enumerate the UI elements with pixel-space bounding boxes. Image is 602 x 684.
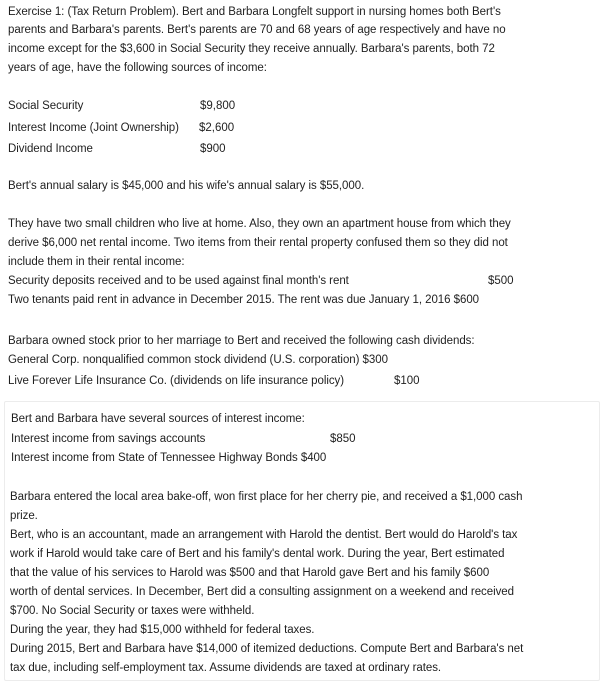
- intro-line-1: Exercise 1: (Tax Return Problem). Bert and Barbara Longfelt support in nursing homes both Bert's: [8, 6, 501, 18]
- interest-item-1-value: $850: [330, 433, 356, 445]
- dividends-item-2-value: $100: [394, 375, 420, 387]
- income-value-dividend: $900: [200, 143, 226, 155]
- dividends-item-2-label: Live Forever Life Insurance Co. (dividends on life insurance policy): [8, 375, 345, 387]
- dividends-intro: Barbara owned stock prior to her marriage to Bert and received the following cash dividends:: [8, 335, 475, 347]
- closing-line-2: prize.: [10, 510, 38, 522]
- closing-line-9: During 2015, Bert and Barbara have $14,000 of itemized deductions. Compute Bert and Barbara's net: [10, 643, 524, 655]
- intro-line-3: income except for the $3,600 in Social Security they receive annually. Barbara's parents, both 72: [8, 43, 495, 55]
- income-label-social-security: Social Security: [8, 100, 84, 112]
- closing-line-3: Bert, who is an accountant, made an arrangement with Harold the dentist. Bert would do Harold's tax: [10, 529, 518, 541]
- income-label-interest: Interest Income (Joint Ownership): [8, 122, 179, 134]
- interest-item-2: Interest income from State of Tennessee Highway Bonds $400: [11, 452, 327, 464]
- closing-line-8: During the year, they had $15,000 withheld for federal taxes.: [10, 624, 315, 636]
- closing-line-4: work if Harold would take care of Bert and his family's dental work. During the year, Bert estimated: [10, 548, 505, 560]
- rental-item-1-label: Security deposits received and to be used against final month's rent: [8, 275, 349, 287]
- income-value-social-security: $9,800: [200, 100, 236, 112]
- rental-item-1-value: $500: [488, 275, 514, 287]
- income-value-interest: $2,600: [199, 122, 235, 134]
- intro-line-4: years of age, have the following sources of income:: [8, 62, 267, 74]
- income-label-dividend: Dividend Income: [8, 143, 93, 155]
- rental-item-2: Two tenants paid rent in advance in December 2015. The rent was due January 1, 2016 $600: [8, 294, 480, 306]
- rental-line-1: They have two small children who live at home. Also, they own an apartment house from which they: [8, 218, 511, 230]
- rental-line-3: include them in their rental income:: [8, 256, 185, 268]
- closing-line-1: Barbara entered the local area bake-off, won first place for her cherry pie, and received a $1,000 cash: [10, 491, 523, 503]
- closing-line-5: that the value of his services to Harold was $500 and that Harold gave Bert and his family $600: [10, 567, 490, 579]
- interest-intro: Bert and Barbara have several sources of interest income:: [11, 413, 305, 425]
- rental-line-2: derive $6,000 net rental income. Two items from their rental property confused them so they did not: [8, 237, 508, 249]
- salary-text: Bert's annual salary is $45,000 and his wife's annual salary is $55,000.: [8, 180, 365, 192]
- dividends-item-1: General Corp. nonqualified common stock dividend (U.S. corporation) $300: [8, 354, 388, 366]
- closing-line-10: tax due, including self-employment tax. Assume dividends are taxed at ordinary rates.: [10, 662, 442, 674]
- intro-line-2: parents and Barbara's parents. Bert's parents are 70 and 68 years of age respectively and have no: [8, 24, 506, 36]
- closing-line-6: worth of dental services. In December, Bert did a consulting assignment on a weekend and received: [10, 586, 514, 598]
- interest-item-1-label: Interest income from savings accounts: [11, 433, 206, 445]
- closing-line-7: $700. No Social Security or taxes were withheld.: [10, 605, 255, 617]
